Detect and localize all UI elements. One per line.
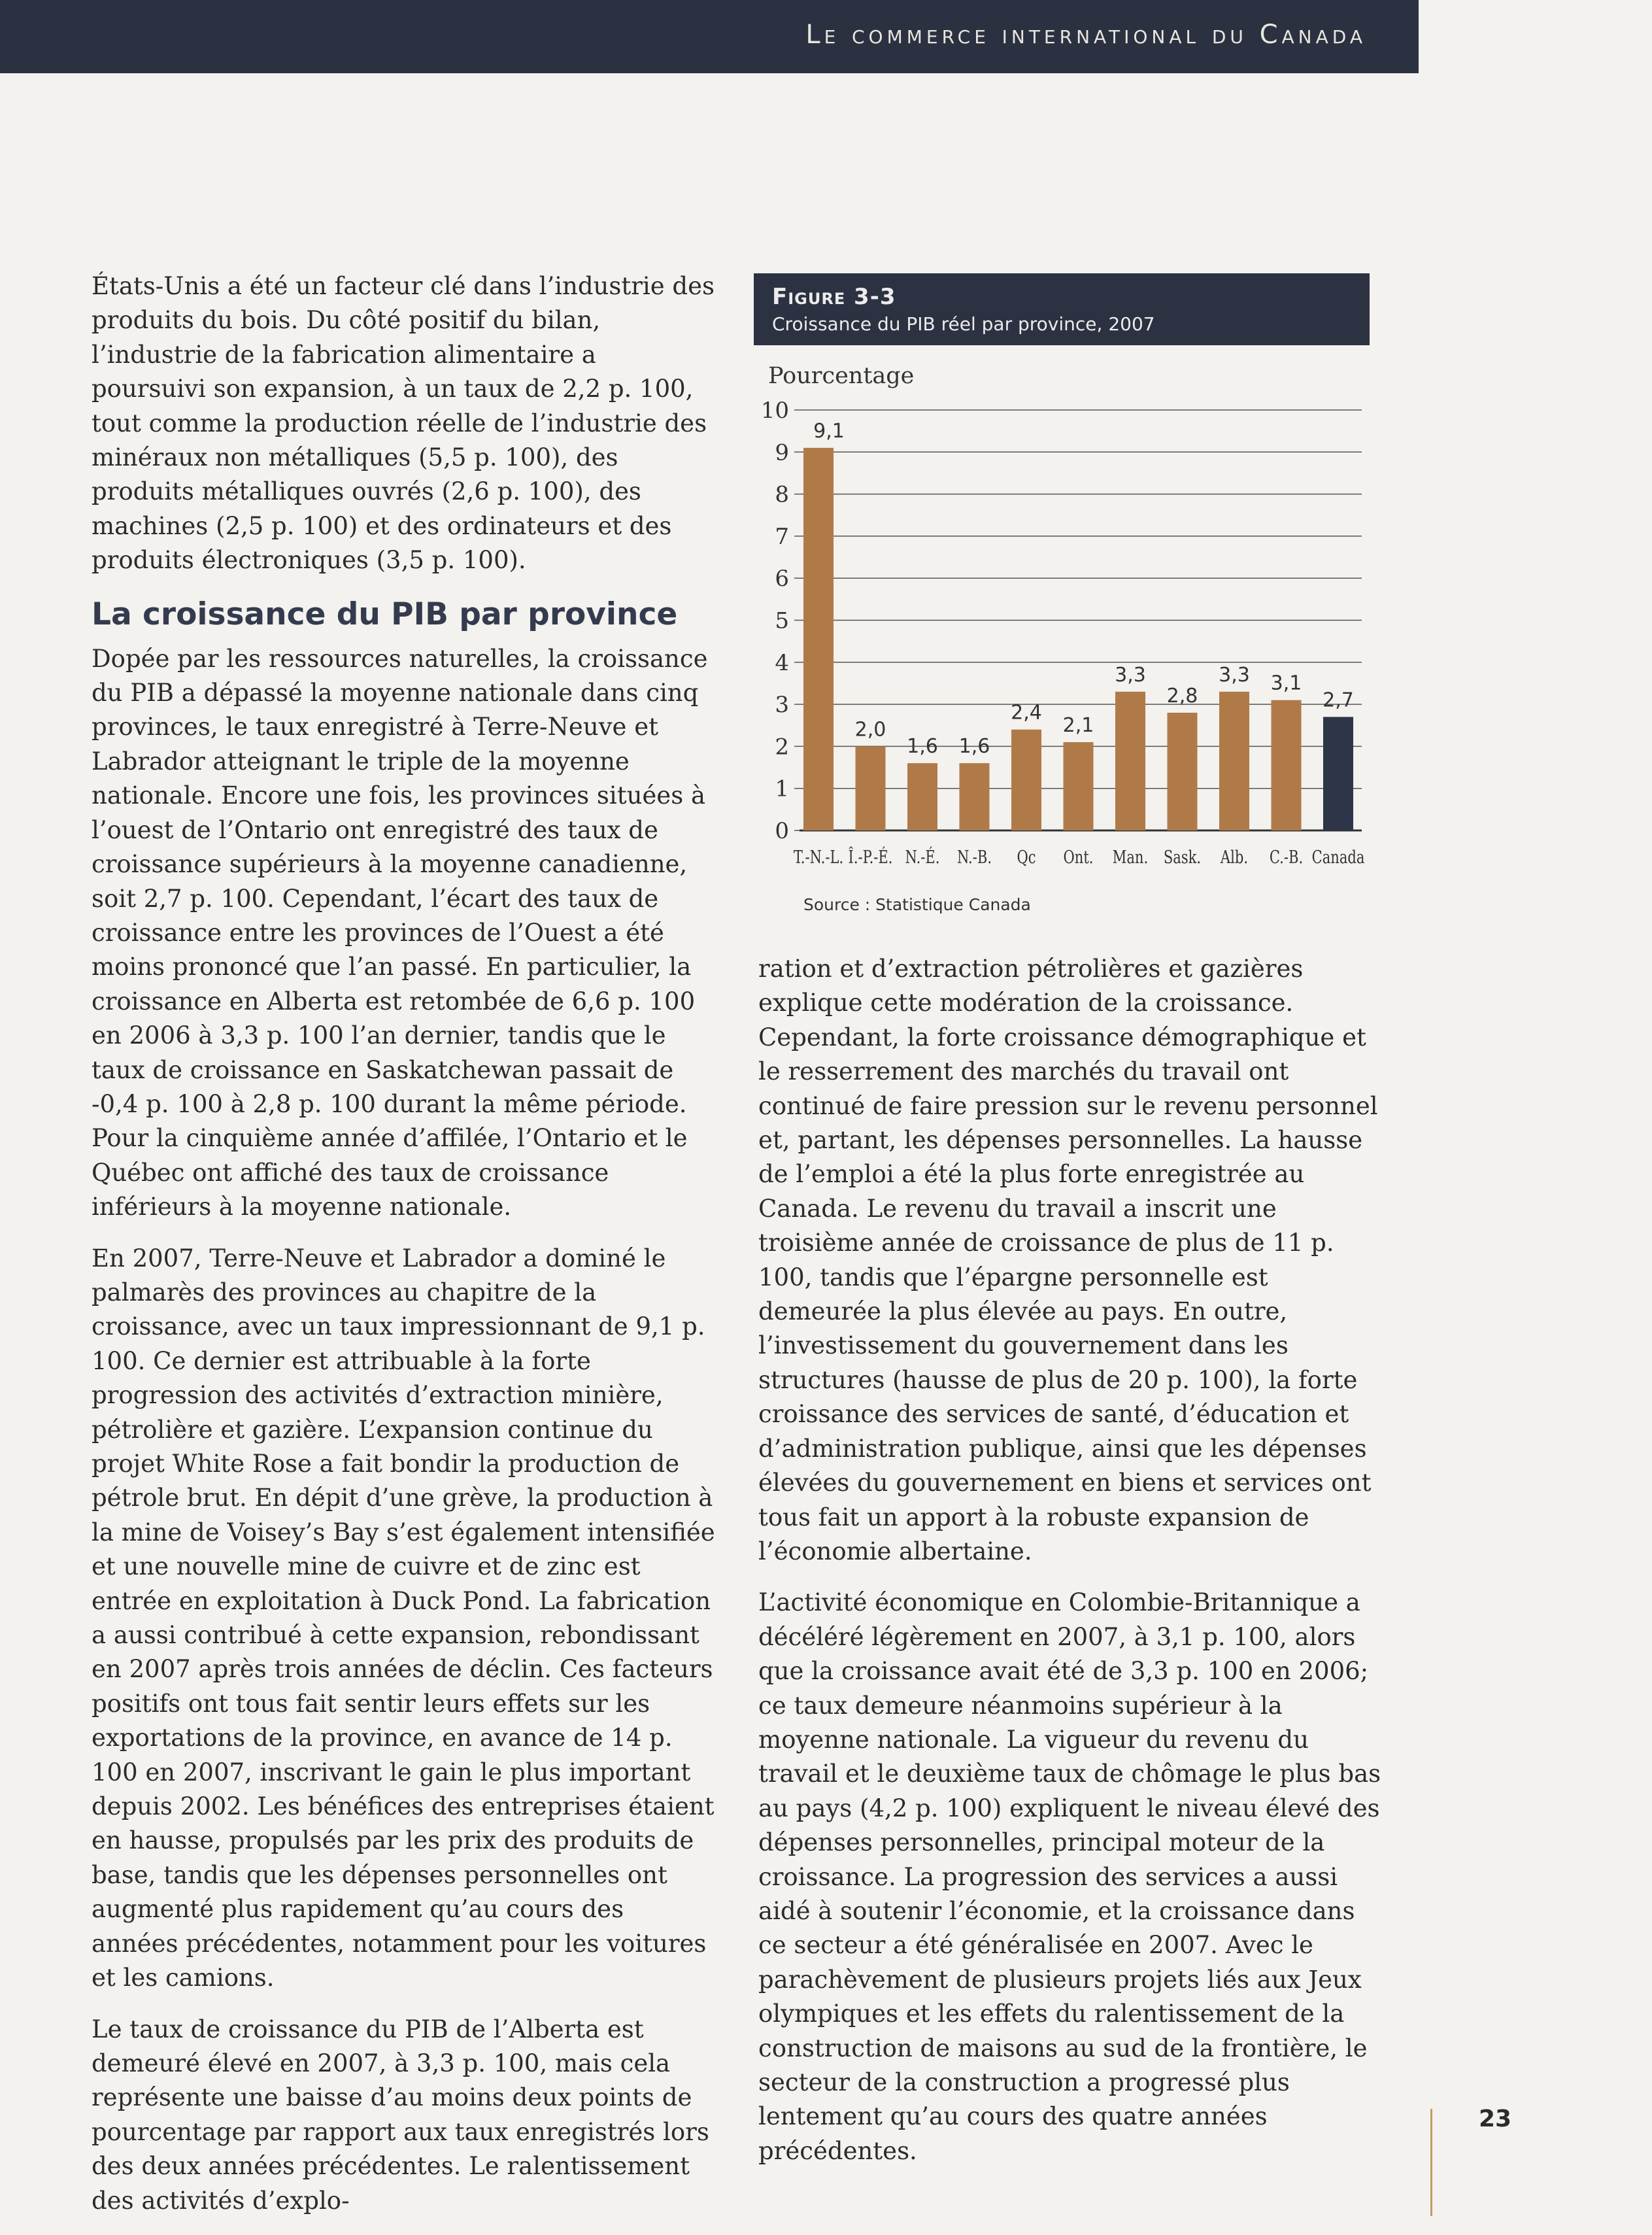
data-label: 2,4 — [1011, 701, 1042, 725]
figure-label: Figure 3-3 — [772, 284, 896, 310]
y-tick-label: 8 — [775, 481, 789, 508]
x-tick-label: Sask. — [1163, 847, 1202, 868]
gdp-growth-bar-chart — [754, 353, 1381, 929]
y-axis-ticks — [761, 398, 789, 844]
x-tick-label: N.-B. — [956, 847, 992, 868]
bar-5 — [1011, 730, 1041, 830]
y-tick-label: 10 — [760, 398, 789, 424]
x-tick-label: Qc — [1017, 847, 1036, 868]
bars — [803, 448, 1353, 830]
right-column — [758, 952, 1383, 2185]
data-label: 1,6 — [907, 735, 938, 759]
y-tick-label: 4 — [775, 649, 789, 676]
y-tick-label: 0 — [775, 818, 789, 844]
data-label: 2,7 — [1323, 689, 1354, 712]
data-label: 3,3 — [1115, 663, 1146, 687]
y-tick-label: 9 — [775, 439, 789, 466]
y-axis-label: Pourcentage — [768, 363, 915, 389]
paragraph: ration et d’extraction pétrolières et gazières explique cette modération de la croissance. Cependant, la forte croissance démographique et le resserrement des marchés du travail ont continué de faire pression sur le revenu personnel et, partant, les dépenses personnelles. La hausse de l’emploi a été la plus forte enregistrée au Canada. Le revenu du travail a inscrit une troisième année de croissance de plus de 11 p. 100, tandis que l’épargne personnelle est demeurée la plus élevée au pays. En outre, l’investissement du gouvernement dans les structures (hausse de plus de 20 p. 100), la forte croissance des services de santé, d’éducation et d’administration publique, ainsi que les dépenses élevées du gouvernement en biens et services ont tous fait un apport à la robuste expansion de l’économie albertaine. — [758, 955, 1378, 1565]
bar-3 — [907, 763, 937, 830]
y-tick-label: 5 — [775, 607, 789, 634]
x-tick-label: N.-É. — [905, 847, 940, 868]
bar-1 — [803, 448, 834, 830]
x-axis-ticks — [794, 846, 1365, 867]
bar-7 — [1115, 692, 1145, 830]
data-label: 1,6 — [958, 735, 990, 759]
data-label: 3,1 — [1270, 672, 1302, 695]
y-tick-label: 7 — [775, 523, 789, 550]
left-column — [92, 269, 716, 2235]
x-tick-label: Alb. — [1220, 847, 1249, 868]
bar-2 — [856, 746, 886, 830]
header-band — [0, 0, 1419, 73]
paragraph: En 2007, Terre-Neuve et Labrador a dominé le palmarès des provinces au chapitre de la croissance, avec un taux impressionnant de 9,1 p. 100. Ce dernier est attribuable à la forte progression des activités d’extraction minière, pétrolière et gazière. L’expansion continue du projet White Rose a fait bondir la production de pétrole brut. En dépit d’une grève, la production à la mine de Voisey’s Bay s’est également intensifiée et une nouvelle mine de cuivre et de zinc est entrée en exploitation à Duck Pond. La fabrication a aussi contribué à cette expansion, rebondissant en 2007 après trois années de déclin. Ces facteurs positifs ont tous fait sentir leurs effets sur les exportations de la province, en avance de 14 p. 100 en 2007, inscrivant le gain le plus important depuis 2002. Les bénéfices des entreprises étaient en hausse, propulsés par les prix des produits de base, tandis que les dépenses personnelles ont augmenté plus rapidement qu’au cours des années précédentes, notamment pour les voitures et les camions. — [92, 1244, 715, 1992]
bar-9 — [1219, 692, 1249, 830]
x-tick-label: C.-B. — [1269, 847, 1304, 868]
paragraph-intro: États-Unis a été un facteur clé dans l’industrie des produits du bois. Du côté positif du bilan, l’industrie de la fabrication alimentaire a poursuivi son expansion, à un taux de 2,2 p. 100, tout comme la production réelle de l’industrie des minéraux non métalliques (5,5 p. 100), des produits métalliques ouvrés (2,6 p. 100), des machines (2,5 p. 100) et des ordinateurs et des produits électroniques (3,5 p. 100). — [92, 272, 715, 575]
x-tick-label: Canada — [1311, 847, 1365, 868]
bar-10 — [1272, 700, 1302, 830]
paragraph: L’activité économique en Colombie-Britannique a décéléré légèrement en 2007, à 3,1 p. 100, alors que la croissance avait été de 3,3 p. 100 en 2006; ce taux demeure néanmoins supérieur à la moyenne nationale. La vigueur du revenu du travail et le deuxième taux de chômage le plus bas au pays (4,2 p. 100) expliquent le niveau élevé des dépenses personnelles, principal moteur de la croissance. La progression des services a aussi aidé à soutenir l’économie, et la croissance dans ce secteur a été généralisée en 2007. Avec le parachèvement de plusieurs projets liés aux Jeux olympiques et les effets du ralentissement de la construction de maisons au sud de la frontière, le secteur de la construction a progressé plus lentement qu’au cours des quatre années précédentes. — [758, 1588, 1381, 2165]
data-label: 2,0 — [854, 718, 886, 742]
y-tick-label: 6 — [775, 566, 789, 592]
data-label: 3,3 — [1219, 663, 1250, 687]
x-tick-label: Î.-P.-É. — [848, 847, 893, 868]
section-heading: La croissance du PIB par province — [92, 596, 678, 632]
data-label: 2,8 — [1166, 684, 1198, 708]
paragraph: Le taux de croissance du PIB de l’Alberta est demeuré élevé en 2007, à 3,3 p. 100, mais cela représente une baisse d’au moins deux points de pourcentage par rapport aux taux enregistrés lors des deux années précédentes. Le ralentissement des activités d’explo- — [92, 2015, 709, 2215]
chart-source: Source : Statistique Canada — [803, 895, 1031, 914]
paragraph: Dopée par les ressources naturelles, la croissance du PIB a dépassé la moyenne nationale dans cinq provinces, le taux enregistré à Terre-Neuve et Labrador atteignant le triple de la moyenne nationale. Encore une fois, les provinces situées à l’ouest de l’Ontario ont enregistré des taux de croissance supérieurs à la moyenne canadienne, soit 2,7 p. 100. Cependant, l’écart des taux de croissance entre les provinces de l’Ouest a été moins prononcé que l’an passé. En particulier, la croissance en Alberta est retombée de 6,6 p. 100 en 2006 à 3,3 p. 100 l’an dernier, tandis que le taux de croissance en Saskatchewan passait de -0,4 p. 100 à 2,8 p. 100 durant la même période. Pour la cinquième année d’affilée, l’Ontario et le Québec ont affiché des taux de croissance inférieurs à la moyenne nationale. — [92, 644, 708, 1221]
bar-8 — [1168, 713, 1198, 830]
figure-header — [754, 273, 1370, 345]
y-tick-label: 2 — [775, 734, 789, 760]
bar-11 — [1323, 717, 1353, 830]
bar-6 — [1064, 742, 1094, 830]
y-tick-label: 1 — [775, 776, 789, 802]
x-tick-label: Ont. — [1063, 847, 1094, 868]
y-tick-label: 3 — [775, 692, 789, 719]
running-header-title: Le commerce international du Canada — [805, 20, 1366, 50]
page-rule — [1430, 2109, 1432, 2216]
x-tick-label: Man. — [1112, 847, 1149, 868]
data-label: 2,1 — [1062, 713, 1094, 737]
x-tick-label: T.-N.-L. — [793, 847, 844, 868]
figure-title: Croissance du PIB réel par province, 2007 — [772, 313, 1155, 335]
page-number: 23 — [1479, 2106, 1512, 2132]
data-label: 9,1 — [813, 419, 845, 443]
bar-4 — [960, 763, 990, 830]
